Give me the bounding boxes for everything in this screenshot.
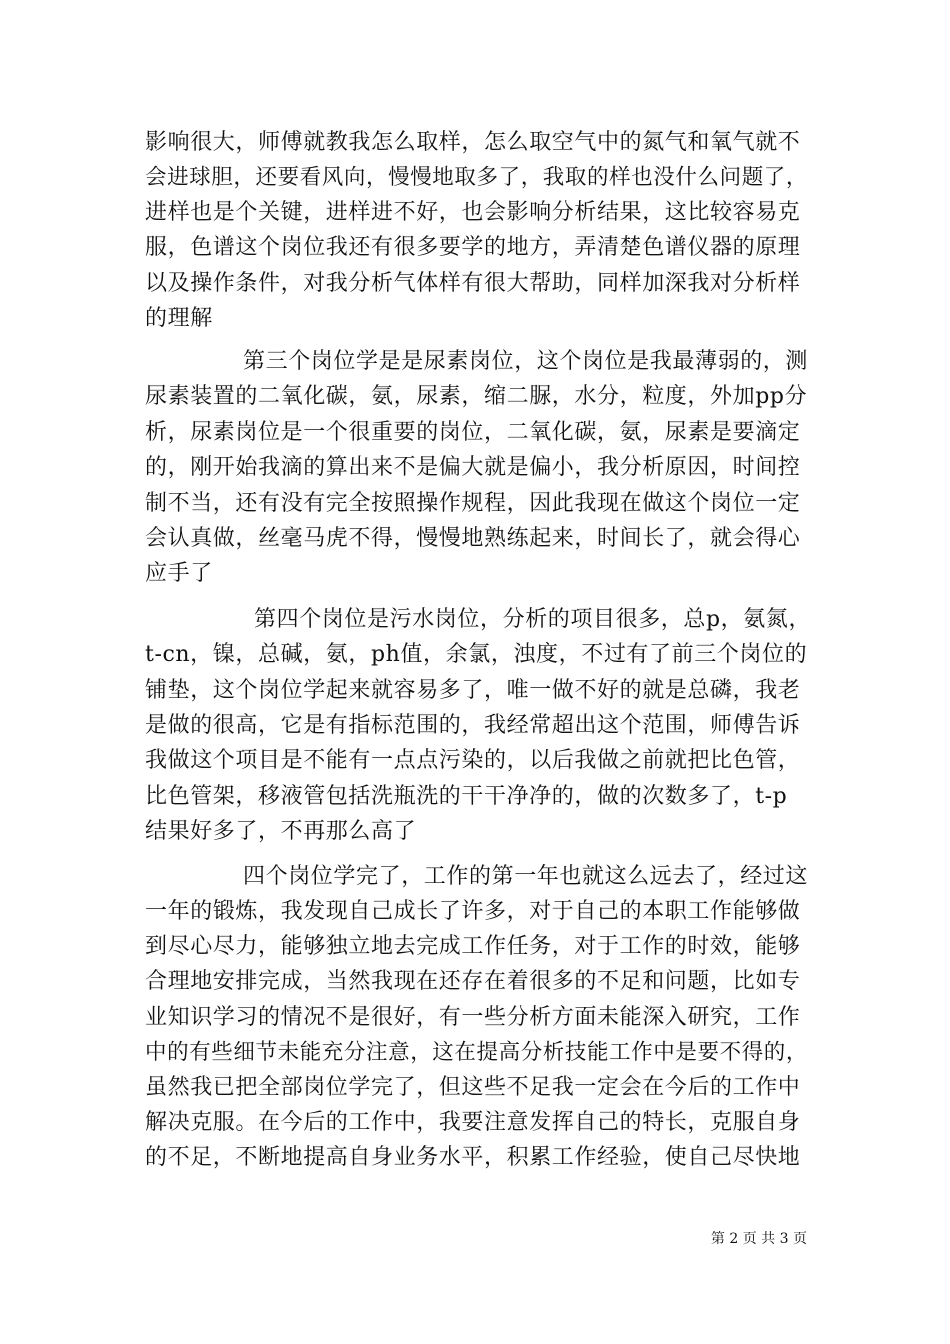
paragraph-line: 解决克服。在今后的工作中，我要注意发挥自己的特长，克服自身: [145, 1110, 801, 1135]
paragraph-line: 影响很大，师傅就教我怎么取样，怎么取空气中的氮气和氧气就不: [145, 130, 801, 155]
paragraph-line: 第四个岗位是污水岗位，分析的项目很多，总p，氨氮，: [254, 607, 812, 632]
paragraph-line: 应手了: [145, 561, 213, 586]
paragraph-line: 的理解: [145, 306, 213, 331]
paragraph-line: 业知识学习的情况不是很好，有一些分析方面未能深入研究，工作: [145, 1005, 801, 1030]
paragraph-line: 我做这个项目是不能有一点点污染的，以后我做之前就把比色管，: [145, 748, 801, 773]
page-number: 第 2 页 共 3 页: [710, 1231, 807, 1247]
paragraph-line: 会进球胆，还要看风向，慢慢地取多了，我取的样也没什么问题了，: [145, 165, 809, 190]
paragraph-line: 服，色谱这个岗位我还有很多要学的地方，弄清楚色谱仪器的原理: [145, 235, 801, 260]
paragraph-line: 到尽心尽力，能够独立地去完成工作任务，对于工作的时效，能够: [145, 934, 801, 959]
paragraph-line: 中的有些细节未能充分注意，这在提高分析技能工作中是要不得的，: [145, 1040, 809, 1065]
paragraph-line: 是做的很高，它是有指标范围的，我经常超出这个范围，师傅告诉: [145, 713, 801, 738]
paragraph-line: 第三个岗位学是是尿素岗位，这个岗位是我最薄弱的，测: [243, 349, 809, 374]
paragraph-line: 析，尿素岗位是一个很重要的岗位，二氧化碳，氨，尿素是要滴定: [145, 420, 801, 445]
paragraph-line: 以及操作条件，对我分析气体样有很大帮助，同样加深我对分析样: [145, 271, 801, 296]
paragraph-line: 进样也是个关键，进样进不好，也会影响分析结果，这比较容易克: [145, 200, 801, 225]
paragraph-line: 合理地安排完成，当然我现在还存在着很多的不足和问题，比如专: [145, 969, 801, 994]
paragraph-line: 四个岗位学完了，工作的第一年也就这么远去了，经过这: [243, 864, 809, 889]
paragraph-line: 会认真做，丝毫马虎不得，慢慢地熟练起来，时间长了，就会得心: [145, 526, 801, 551]
paragraph-line: 虽然我已把全部岗位学完了，但这些不足我一定会在今后的工作中: [145, 1075, 801, 1100]
paragraph-line: 铺垫，这个岗位学起来就容易多了，唯一做不好的就是总磷，我老: [145, 678, 801, 703]
paragraph-line: 的不足，不断地提高自身业务水平，积累工作经验，使自己尽快地: [145, 1145, 801, 1170]
paragraph-line: 比色管架，移液管包括洗瓶洗的干干净净的，做的次数多了，t-p: [145, 784, 788, 809]
paragraph-line: 尿素装置的二氧化碳，氨，尿素，缩二脲，水分，粒度，外加pp分: [145, 384, 808, 409]
paragraph-line: 制不当，还有没有完全按照操作规程，因此我现在做这个岗位一定: [145, 491, 801, 516]
paragraph-line: 的，刚开始我滴的算出来不是偏大就是偏小，我分析原因，时间控: [145, 455, 801, 480]
paragraph-line: t-cn，镍，总碱，氨，ph值，余氯，浊度，不过有了前三个岗位的: [145, 642, 808, 667]
paragraph-line: 一年的锻炼，我发现自己成长了许多，对于自己的本职工作能够做: [145, 899, 801, 924]
paragraph-line: 结果好多了，不再那么高了: [145, 819, 417, 844]
